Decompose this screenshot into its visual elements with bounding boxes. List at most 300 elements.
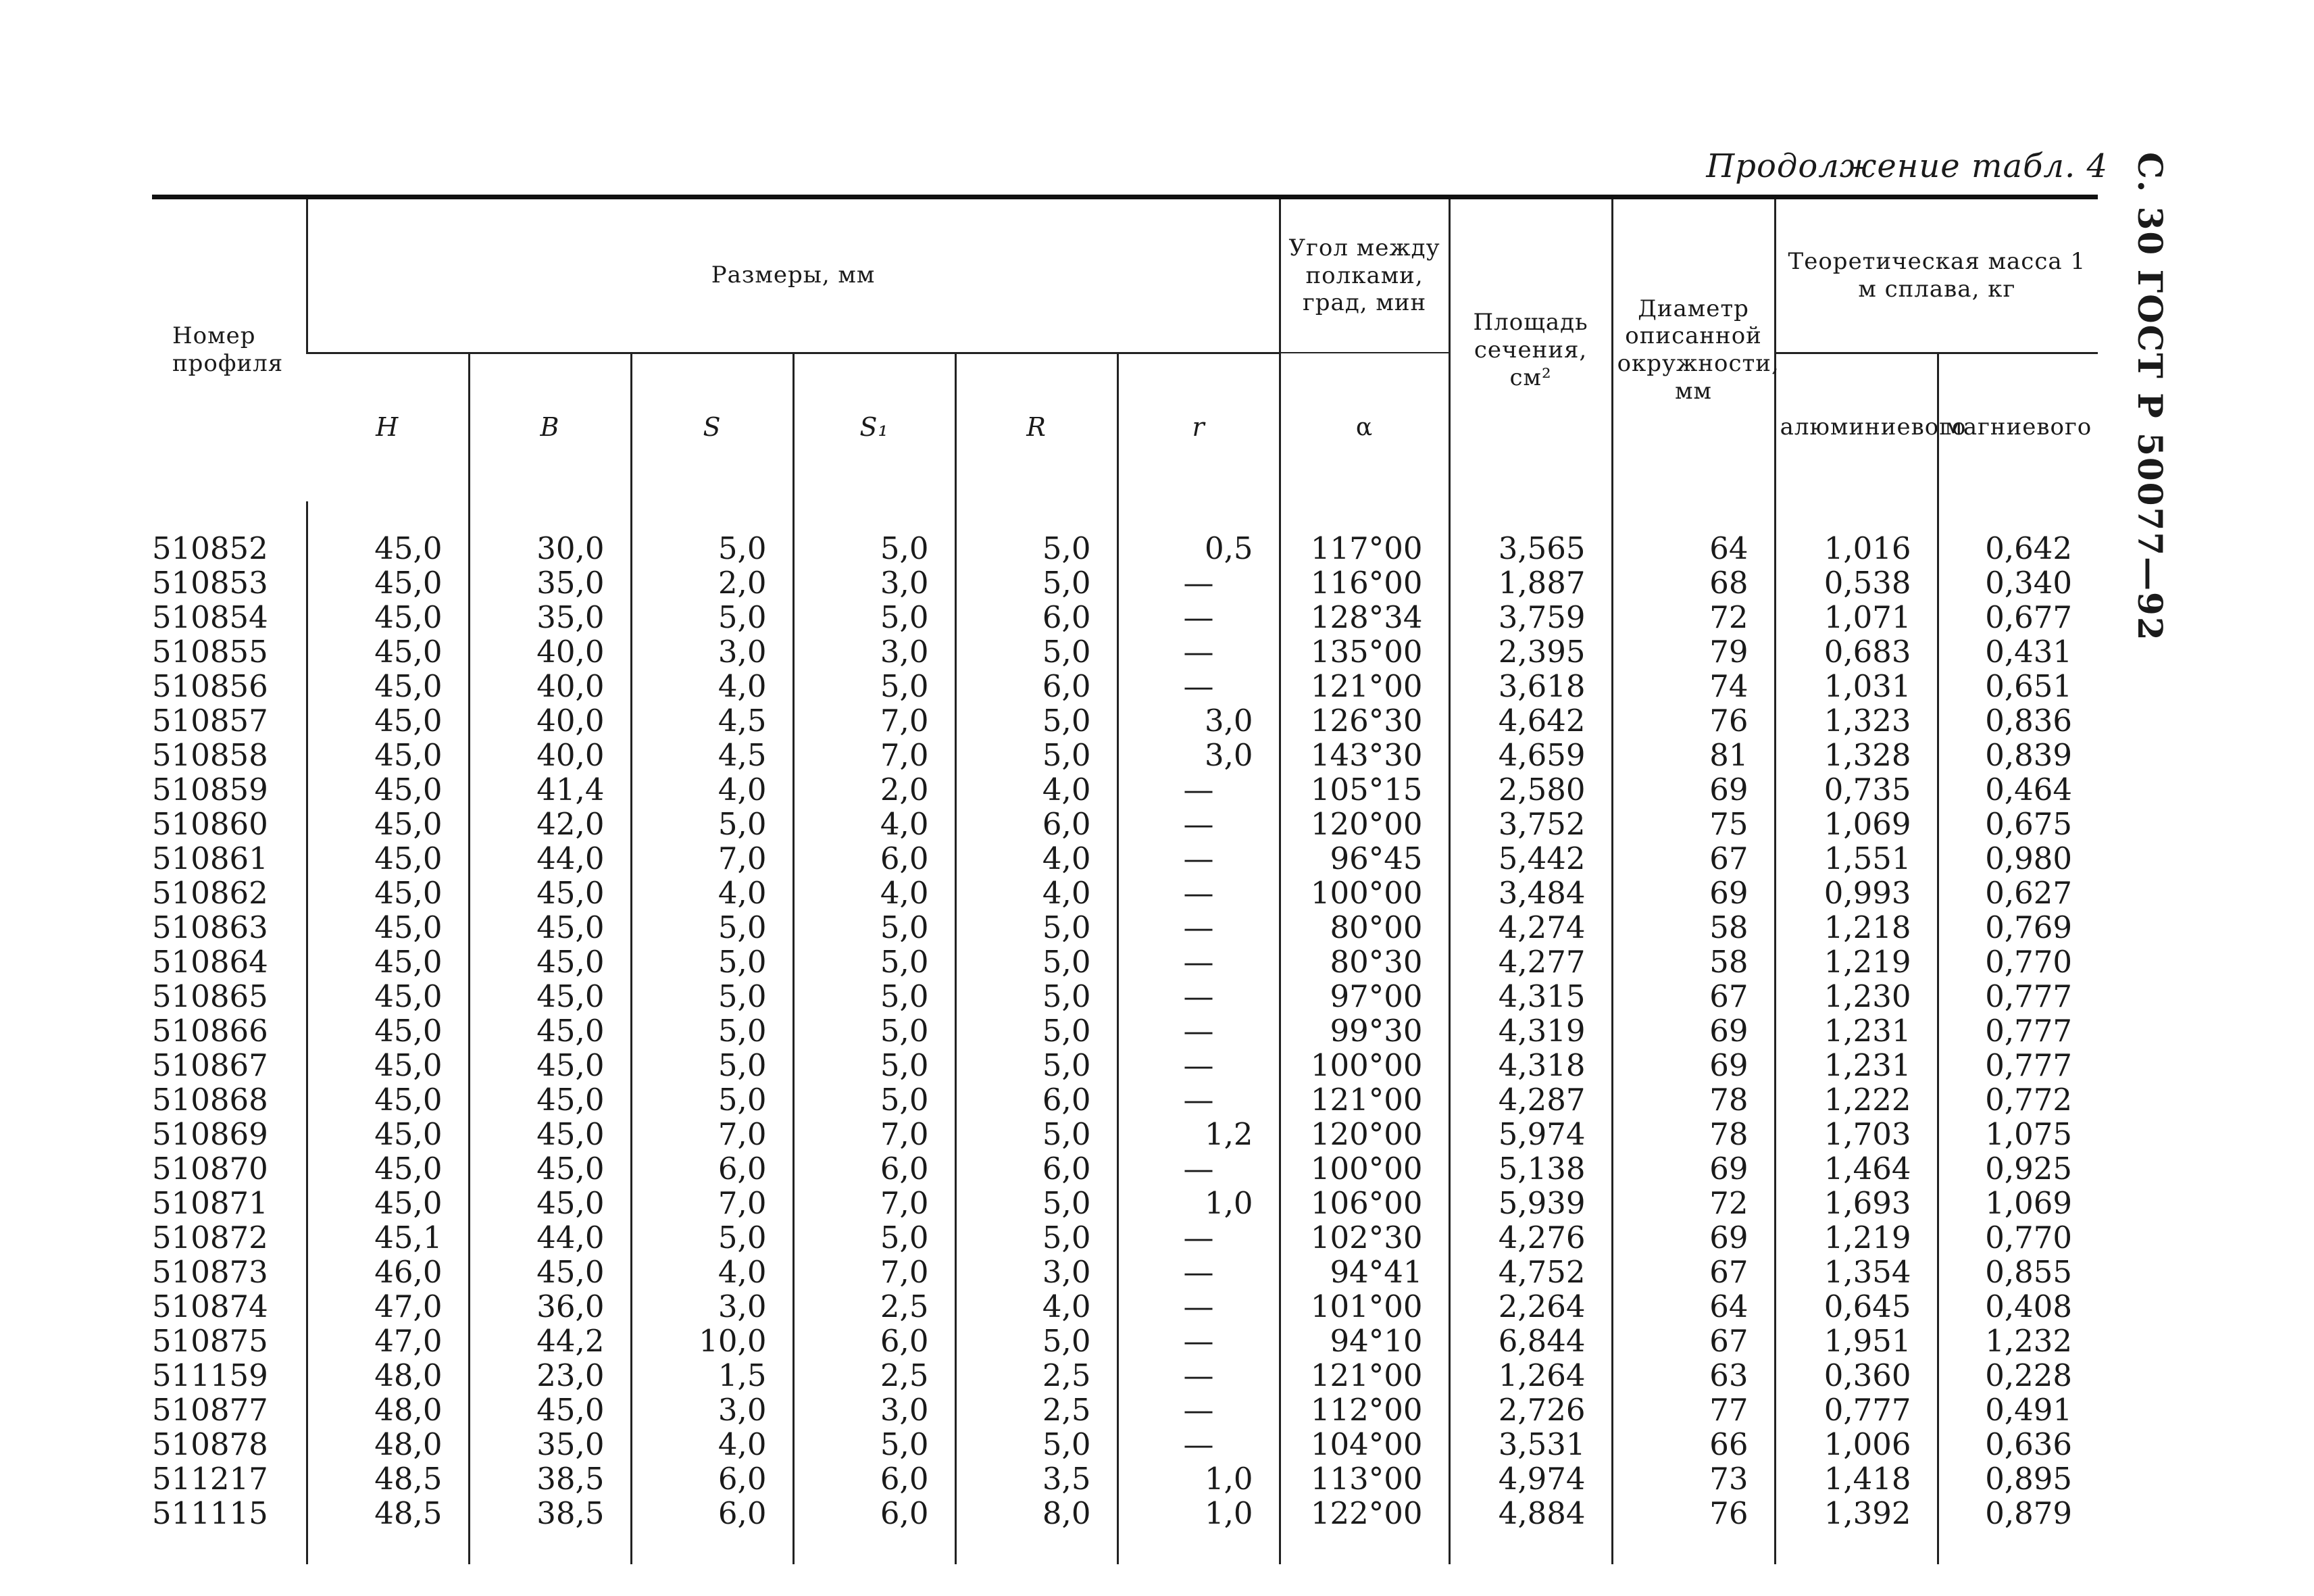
cell-r-outer: 5,0 — [955, 1186, 1117, 1220]
cell-s: 7,0 — [631, 1186, 793, 1220]
cell-b: 23,0 — [469, 1358, 631, 1393]
cell-s: 5,0 — [631, 1082, 793, 1117]
cell-b: 38,5 — [469, 1496, 631, 1564]
cell-angle: 99°30 — [1280, 1014, 1449, 1048]
cell-h: 45,1 — [307, 1220, 469, 1255]
cell-diameter: 78 — [1612, 1082, 1775, 1117]
header-dim-r-inner: r — [1117, 353, 1280, 501]
cell-r-outer: 6,0 — [955, 669, 1117, 703]
cell-mass-magnesium: 0,925 — [1938, 1151, 2098, 1186]
cell-profile-number: 510857 — [152, 702, 268, 739]
cell-area: 4,318 — [1449, 1048, 1612, 1082]
cell-angle: 100°00 — [1280, 876, 1449, 910]
cell-s1: 5,0 — [793, 910, 955, 945]
cell-b: 45,0 — [469, 910, 631, 945]
cell-angle: 122°00 — [1280, 1496, 1449, 1564]
cell-b: 45,0 — [469, 1255, 631, 1289]
cell-profile-number: 510866 — [152, 1012, 268, 1049]
cell-area: 5,442 — [1449, 841, 1612, 876]
cell-profile-number: 510864 — [152, 943, 268, 980]
cell-area: 4,642 — [1449, 703, 1612, 738]
cell-diameter: 69 — [1612, 1048, 1775, 1082]
cell-area: 6,844 — [1449, 1324, 1612, 1358]
cell-mass-magnesium: 0,777 — [1938, 979, 2098, 1014]
cell-mass-aluminum: 1,418 — [1775, 1462, 1938, 1496]
cell-s1: 2,0 — [793, 772, 955, 807]
cell-mass-magnesium: 0,340 — [1938, 566, 2098, 600]
cell-s: 4,0 — [631, 669, 793, 703]
cell-mass-aluminum: 1,703 — [1775, 1117, 1938, 1151]
cell-r-inner: — — [1117, 600, 1280, 634]
cell-angle: 101°00 — [1280, 1289, 1449, 1324]
cell-mass-aluminum: 1,219 — [1775, 945, 1938, 979]
cell-s: 7,0 — [631, 841, 793, 876]
cell-r-outer: 5,0 — [955, 1117, 1117, 1151]
cell-diameter: 69 — [1612, 1151, 1775, 1186]
cell-diameter: 64 — [1612, 1289, 1775, 1324]
cell-mass-aluminum: 1,693 — [1775, 1186, 1938, 1220]
cell-r-outer: 4,0 — [955, 841, 1117, 876]
table-row — [152, 1048, 2098, 1082]
cell-area: 3,565 — [1449, 501, 1612, 566]
table-row — [152, 1462, 2098, 1496]
cell-profile-number: 510862 — [152, 874, 268, 911]
cell-area: 2,726 — [1449, 1393, 1612, 1427]
table-continuation-caption: Продолжение табл. 4 — [1706, 147, 2108, 185]
cell-s1: 5,0 — [793, 1014, 955, 1048]
cell-profile-number: 510861 — [152, 840, 268, 876]
cell-b: 42,0 — [469, 807, 631, 841]
cell-diameter: 58 — [1612, 945, 1775, 979]
cell-h: 45,0 — [307, 600, 469, 634]
cell-h: 45,0 — [307, 772, 469, 807]
cell-r-outer: 6,0 — [955, 600, 1117, 634]
header-profile-number: Номер профиля — [152, 197, 307, 501]
cell-mass-magnesium: 0,408 — [1938, 1289, 2098, 1324]
cell-s1: 5,0 — [793, 669, 955, 703]
cell-area: 1,887 — [1449, 566, 1612, 600]
cell-b: 45,0 — [469, 1014, 631, 1048]
cell-angle: 97°00 — [1280, 979, 1449, 1014]
cell-r-inner: — — [1117, 1427, 1280, 1462]
cell-s1: 2,5 — [793, 1358, 955, 1393]
cell-area: 3,484 — [1449, 876, 1612, 910]
cell-mass-magnesium: 0,431 — [1938, 634, 2098, 669]
cell-r-inner: 1,0 — [1117, 1462, 1280, 1496]
cell-r-outer: 6,0 — [955, 1082, 1117, 1117]
cell-angle: 96°45 — [1280, 841, 1449, 876]
table-row — [152, 566, 2098, 600]
cell-h: 45,0 — [307, 876, 469, 910]
table-row — [152, 738, 2098, 772]
cell-s: 5,0 — [631, 807, 793, 841]
cell-area: 4,319 — [1449, 1014, 1612, 1048]
cell-mass-aluminum: 0,645 — [1775, 1289, 1938, 1324]
cell-mass-aluminum: 1,218 — [1775, 910, 1938, 945]
cell-s: 4,0 — [631, 1427, 793, 1462]
cell-r-outer: 6,0 — [955, 1151, 1117, 1186]
cell-area: 3,618 — [1449, 669, 1612, 703]
cell-diameter: 67 — [1612, 1255, 1775, 1289]
cell-h: 45,0 — [307, 945, 469, 979]
table-row — [152, 1358, 2098, 1393]
cell-h: 45,0 — [307, 1014, 469, 1048]
cell-r-outer: 5,0 — [955, 1220, 1117, 1255]
cell-r-inner: — — [1117, 634, 1280, 669]
cell-s1: 5,0 — [793, 1082, 955, 1117]
table-row — [152, 1289, 2098, 1324]
cell-r-inner: — — [1117, 841, 1280, 876]
cell-diameter: 58 — [1612, 910, 1775, 945]
cell-angle: 121°00 — [1280, 1082, 1449, 1117]
cell-r-inner: — — [1117, 1324, 1280, 1358]
cell-r-inner: — — [1117, 1358, 1280, 1393]
cell-angle: 128°34 — [1280, 600, 1449, 634]
cell-h: 45,0 — [307, 501, 469, 566]
cell-area: 4,315 — [1449, 979, 1612, 1014]
cell-diameter: 67 — [1612, 979, 1775, 1014]
cell-s: 5,0 — [631, 1220, 793, 1255]
cell-h: 45,0 — [307, 669, 469, 703]
cell-s1: 5,0 — [793, 1427, 955, 1462]
cell-mass-aluminum: 1,551 — [1775, 841, 1938, 876]
cell-b: 40,0 — [469, 669, 631, 703]
cell-diameter: 64 — [1612, 501, 1775, 566]
cell-s: 5,0 — [631, 979, 793, 1014]
cell-mass-aluminum: 1,230 — [1775, 979, 1938, 1014]
cell-mass-aluminum: 1,354 — [1775, 1255, 1938, 1289]
cell-mass-magnesium: 1,232 — [1938, 1324, 2098, 1358]
table-row — [152, 979, 2098, 1014]
table-row — [152, 1324, 2098, 1358]
cell-r-outer: 5,0 — [955, 1014, 1117, 1048]
cell-mass-magnesium: 0,627 — [1938, 876, 2098, 910]
cell-r-outer: 4,0 — [955, 1289, 1117, 1324]
cell-b: 41,4 — [469, 772, 631, 807]
cell-angle: 143°30 — [1280, 738, 1449, 772]
cell-mass-magnesium: 0,636 — [1938, 1427, 2098, 1462]
cell-h: 46,0 — [307, 1255, 469, 1289]
cell-diameter: 79 — [1612, 634, 1775, 669]
table-header — [152, 197, 2098, 501]
cell-profile-number: 511217 — [152, 1460, 268, 1497]
table-row — [152, 1186, 2098, 1220]
cell-area: 4,659 — [1449, 738, 1612, 772]
cell-s: 6,0 — [631, 1151, 793, 1186]
cell-diameter: 68 — [1612, 566, 1775, 600]
cell-r-inner: — — [1117, 1255, 1280, 1289]
cell-r-outer: 5,0 — [955, 945, 1117, 979]
cell-r-inner: 1,0 — [1117, 1496, 1280, 1564]
cell-area: 3,752 — [1449, 807, 1612, 841]
cell-s1: 3,0 — [793, 634, 955, 669]
table-row — [152, 669, 2098, 703]
cell-diameter: 75 — [1612, 807, 1775, 841]
cell-mass-magnesium: 0,855 — [1938, 1255, 2098, 1289]
cell-profile-number: 510853 — [152, 564, 268, 601]
cell-profile-number: 510875 — [152, 1322, 268, 1359]
cell-profile-number: 510856 — [152, 668, 268, 704]
cell-r-outer: 3,5 — [955, 1462, 1117, 1496]
cell-s: 7,0 — [631, 1117, 793, 1151]
cell-mass-magnesium: 0,839 — [1938, 738, 2098, 772]
cell-s1: 7,0 — [793, 1255, 955, 1289]
cell-mass-magnesium: 1,075 — [1938, 1117, 2098, 1151]
cell-mass-magnesium: 0,770 — [1938, 945, 2098, 979]
cell-s: 5,0 — [631, 1048, 793, 1082]
cell-mass-aluminum: 1,392 — [1775, 1496, 1938, 1564]
cell-b: 40,0 — [469, 703, 631, 738]
table-row — [152, 945, 2098, 979]
page-number-and-standard: С. 30 ГОСТ Р 50077—92 — [2130, 152, 2170, 642]
cell-profile-number: 511115 — [152, 1495, 268, 1531]
cell-mass-magnesium: 1,069 — [1938, 1186, 2098, 1220]
cell-diameter: 63 — [1612, 1358, 1775, 1393]
cell-s1: 6,0 — [793, 841, 955, 876]
cell-r-outer: 2,5 — [955, 1393, 1117, 1427]
header-dim-s: S — [631, 353, 793, 501]
cell-diameter: 67 — [1612, 841, 1775, 876]
cell-mass-aluminum: 1,222 — [1775, 1082, 1938, 1117]
header-diameter: Диаметр описанной окружности, мм — [1612, 197, 1775, 501]
header-dim-s1: S₁ — [793, 353, 955, 501]
cell-h: 45,0 — [307, 634, 469, 669]
cell-b: 45,0 — [469, 876, 631, 910]
cell-h: 45,0 — [307, 1186, 469, 1220]
cell-angle: 116°00 — [1280, 566, 1449, 600]
cell-b: 40,0 — [469, 634, 631, 669]
cell-profile-number: 510854 — [152, 599, 268, 635]
cell-r-inner: 1,2 — [1117, 1117, 1280, 1151]
cell-area: 2,264 — [1449, 1289, 1612, 1324]
cell-h: 47,0 — [307, 1324, 469, 1358]
table-row — [152, 841, 2098, 876]
cell-b: 45,0 — [469, 1186, 631, 1220]
cell-diameter: 69 — [1612, 1014, 1775, 1048]
cell-mass-magnesium: 0,675 — [1938, 807, 2098, 841]
cell-profile-number: 510873 — [152, 1253, 268, 1290]
cell-s1: 6,0 — [793, 1462, 955, 1496]
cell-s: 4,5 — [631, 738, 793, 772]
cell-r-inner: — — [1117, 876, 1280, 910]
cell-r-outer: 5,0 — [955, 1324, 1117, 1358]
cell-b: 35,0 — [469, 566, 631, 600]
cell-r-inner: 3,0 — [1117, 703, 1280, 738]
cell-angle: 121°00 — [1280, 1358, 1449, 1393]
cell-s: 3,0 — [631, 634, 793, 669]
cell-area: 3,531 — [1449, 1427, 1612, 1462]
cell-angle: 94°41 — [1280, 1255, 1449, 1289]
cell-diameter: 72 — [1612, 1186, 1775, 1220]
cell-diameter: 66 — [1612, 1427, 1775, 1462]
cell-mass-aluminum: 0,360 — [1775, 1358, 1938, 1393]
cell-s1: 6,0 — [793, 1496, 955, 1564]
cell-s: 3,0 — [631, 1289, 793, 1324]
cell-profile-number: 510878 — [152, 1426, 268, 1462]
cell-b: 45,0 — [469, 1151, 631, 1186]
cell-angle: 94°10 — [1280, 1324, 1449, 1358]
table-row — [152, 1014, 2098, 1048]
cell-angle: 113°00 — [1280, 1462, 1449, 1496]
cell-mass-aluminum: 1,069 — [1775, 807, 1938, 841]
cell-profile-number: 510869 — [152, 1116, 268, 1152]
cell-r-outer: 8,0 — [955, 1496, 1117, 1564]
cell-s1: 5,0 — [793, 979, 955, 1014]
cell-s1: 3,0 — [793, 566, 955, 600]
cell-s: 4,0 — [631, 876, 793, 910]
cell-r-outer: 6,0 — [955, 807, 1117, 841]
cell-profile-number: 510871 — [152, 1184, 268, 1221]
cell-angle: 121°00 — [1280, 669, 1449, 703]
cell-mass-magnesium: 0,464 — [1938, 772, 2098, 807]
cell-h: 48,0 — [307, 1393, 469, 1427]
cell-r-outer: 5,0 — [955, 1427, 1117, 1462]
cell-b: 40,0 — [469, 738, 631, 772]
cell-b: 36,0 — [469, 1289, 631, 1324]
cell-h: 48,5 — [307, 1462, 469, 1496]
cell-mass-aluminum: 1,219 — [1775, 1220, 1938, 1255]
header-mass-aluminum: алюминиевого — [1775, 353, 1938, 501]
cell-profile-number: 510859 — [152, 771, 268, 807]
cell-mass-aluminum: 1,951 — [1775, 1324, 1938, 1358]
header-mass-magnesium: магниевого — [1938, 353, 2098, 501]
cell-mass-magnesium: 0,677 — [1938, 600, 2098, 634]
cell-mass-aluminum: 1,231 — [1775, 1014, 1938, 1048]
cell-angle: 102°30 — [1280, 1220, 1449, 1255]
cell-mass-magnesium: 0,651 — [1938, 669, 2098, 703]
cell-b: 45,0 — [469, 1082, 631, 1117]
cell-diameter: 78 — [1612, 1117, 1775, 1151]
cell-s1: 7,0 — [793, 1186, 955, 1220]
cell-r-inner: 1,0 — [1117, 1186, 1280, 1220]
cell-r-inner: — — [1117, 772, 1280, 807]
cell-area: 4,276 — [1449, 1220, 1612, 1255]
header-angle-symbol: α — [1280, 353, 1449, 501]
cell-b: 45,0 — [469, 1117, 631, 1151]
cell-area: 1,264 — [1449, 1358, 1612, 1393]
cell-r-outer: 2,5 — [955, 1358, 1117, 1393]
cell-b: 38,5 — [469, 1462, 631, 1496]
cell-r-inner: — — [1117, 910, 1280, 945]
cell-r-outer: 5,0 — [955, 634, 1117, 669]
cell-h: 48,0 — [307, 1358, 469, 1393]
cell-s: 4,5 — [631, 703, 793, 738]
cell-area: 4,974 — [1449, 1462, 1612, 1496]
cell-profile-number: 510877 — [152, 1391, 268, 1428]
table-row — [152, 1427, 2098, 1462]
cell-b: 45,0 — [469, 1393, 631, 1427]
cell-r-inner: — — [1117, 1289, 1280, 1324]
header-dim-h: H — [376, 412, 399, 442]
cell-r-inner: — — [1117, 566, 1280, 600]
cell-profile-number: 510865 — [152, 978, 268, 1014]
cell-s: 5,0 — [631, 600, 793, 634]
table-row — [152, 634, 2098, 669]
cell-mass-magnesium: 0,777 — [1938, 1048, 2098, 1082]
table-row — [152, 772, 2098, 807]
cell-area: 4,752 — [1449, 1255, 1612, 1289]
cell-area: 3,759 — [1449, 600, 1612, 634]
cell-s: 4,0 — [631, 1255, 793, 1289]
cell-area: 4,277 — [1449, 945, 1612, 979]
cell-s1: 5,0 — [793, 1048, 955, 1082]
table-row — [152, 876, 2098, 910]
cell-b: 44,0 — [469, 1220, 631, 1255]
cell-s1: 7,0 — [793, 703, 955, 738]
cell-mass-aluminum: 1,016 — [1775, 501, 1938, 566]
table-row — [152, 1393, 2098, 1427]
cell-s1: 6,0 — [793, 1324, 955, 1358]
cell-angle: 105°15 — [1280, 772, 1449, 807]
table-row — [152, 1117, 2098, 1151]
cell-h: 47,0 — [307, 1289, 469, 1324]
cell-area: 5,138 — [1449, 1151, 1612, 1186]
page-side-header — [2094, 152, 2203, 963]
cell-area: 5,974 — [1449, 1117, 1612, 1151]
cell-h: 45,0 — [307, 738, 469, 772]
cell-s: 5,0 — [631, 910, 793, 945]
cell-diameter: 77 — [1612, 1393, 1775, 1427]
cell-angle: 100°00 — [1280, 1048, 1449, 1082]
cell-mass-magnesium: 0,879 — [1938, 1496, 2098, 1564]
header-dim-b: B — [469, 353, 631, 501]
cell-diameter: 76 — [1612, 703, 1775, 738]
cell-r-outer: 5,0 — [955, 738, 1117, 772]
cell-r-inner: — — [1117, 979, 1280, 1014]
cell-mass-aluminum: 0,538 — [1775, 566, 1938, 600]
cell-h: 48,0 — [307, 1427, 469, 1462]
table-row — [152, 501, 2098, 566]
cell-angle: 80°00 — [1280, 910, 1449, 945]
cell-r-outer: 5,0 — [955, 703, 1117, 738]
table-row — [152, 1220, 2098, 1255]
cell-mass-magnesium: 0,777 — [1938, 1014, 2098, 1048]
cell-r-inner: 3,0 — [1117, 738, 1280, 772]
cell-s: 4,0 — [631, 772, 793, 807]
cell-area: 5,939 — [1449, 1186, 1612, 1220]
table-row — [152, 703, 2098, 738]
cell-b: 30,0 — [469, 501, 631, 566]
cell-r-outer: 4,0 — [955, 876, 1117, 910]
cell-angle: 126°30 — [1280, 703, 1449, 738]
cell-r-outer: 5,0 — [955, 910, 1117, 945]
cell-h: 45,0 — [307, 566, 469, 600]
header-mass-group: Теоретическая масса 1 м сплава, кг — [1775, 197, 2098, 353]
cell-r-outer: 5,0 — [955, 566, 1117, 600]
cell-h: 48,5 — [307, 1496, 469, 1564]
cell-s1: 4,0 — [793, 807, 955, 841]
cell-r-inner: — — [1117, 945, 1280, 979]
cell-angle: 135°00 — [1280, 634, 1449, 669]
cell-profile-number: 510852 — [152, 530, 268, 566]
cell-s: 5,0 — [631, 501, 793, 566]
cell-profile-number: 510874 — [152, 1288, 268, 1324]
cell-s1: 5,0 — [793, 1220, 955, 1255]
cell-diameter: 69 — [1612, 876, 1775, 910]
cell-s: 2,0 — [631, 566, 793, 600]
cell-h: 45,0 — [307, 1117, 469, 1151]
cell-h: 45,0 — [307, 1151, 469, 1186]
cell-angle: 100°00 — [1280, 1151, 1449, 1186]
cell-s1: 4,0 — [793, 876, 955, 910]
cell-s1: 5,0 — [793, 600, 955, 634]
cell-profile-number: 510860 — [152, 805, 268, 842]
profiles-table — [152, 195, 2098, 1564]
cell-s1: 3,0 — [793, 1393, 955, 1427]
cell-r-inner: — — [1117, 669, 1280, 703]
cell-profile-number: 510855 — [152, 633, 268, 670]
cell-s1: 5,0 — [793, 945, 955, 979]
